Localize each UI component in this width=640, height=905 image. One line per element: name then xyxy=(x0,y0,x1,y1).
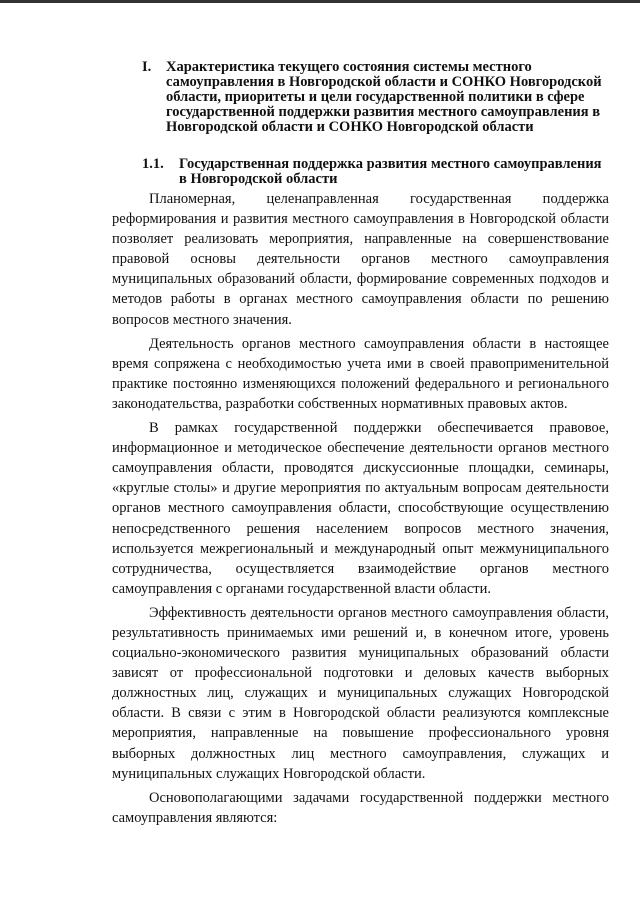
section-title: Характеристика текущего состояния системы местного самоуправления в Новгородской области и СОНКО Новгородской области, приоритеты и цели государственной политики в сфере государственной поддержки развития местного самоуправления в Новгородской области и СОНКО Новгородской области xyxy=(166,59,602,135)
paragraph-4: Эффективность деятельности органов местного самоуправления области, результативность принимаемых ими решений и, в конечном итоге, уровень социально-экономического развития муниципальных образований области зависят от профессиональной подготовки и деловых качеств выборных должностных лиц, служащих и муниципальных служащих Новгородской области. В связи с этим в Новгородской области реализуются комплексные мероприятия, направленные на повышение профессионального уровня выборных должностных лиц местного самоуправления, служащих и муниципальных служащих Новгородской области. xyxy=(112,604,609,782)
paragraph-1: Планомерная, целенаправленная государственная поддержка реформирования и развития местного самоуправления в Новгородской области позволяет реализовать мероприятия, направленные на совершенствование правовой основы деятельности органов местного самоуправления муниципальных образований области, формирование современных подходов и методов работы в органах местного самоуправления области по решению вопросов местного значения. xyxy=(112,191,609,328)
paragraph-3: В рамках государственной поддержки обеспечивается правовое, информационное и методическое обеспечение деятельности органов местного самоуправления области, проводятся дискуссионные площадки, семинары, «круглые столы» и другие мероприятия по актуальным вопросам деятельности органов местного самоуправления области, способствующие осуществлению непосредственного решения населением вопросов местного значения, используется межрегиональный и международный опыт межмуниципального сотрудничества, осуществляется взаимодействие органов местного самоуправления с органами государственной власти области. xyxy=(112,420,609,597)
section-heading xyxy=(142,60,609,135)
section-number: I. xyxy=(142,59,152,75)
subsection-number: 1.1. xyxy=(142,156,164,172)
document-page xyxy=(112,60,609,832)
page-top-edge xyxy=(0,0,640,3)
paragraph-2: Деятельность органов местного самоуправления области в настоящее время сопряжена с необходимостью учета ими в своей правоприменительной практике постоянно изменяющихся положений федерального и регионального законодательства, разработки собственных нормативных правовых актов. xyxy=(112,335,609,412)
subsection-heading xyxy=(142,157,609,187)
paragraph-5: Основополагающими задачами государственной поддержки местного самоуправления являются: xyxy=(112,789,609,826)
subsection-title: Государственная поддержка развития местного самоуправления в Новгородской области xyxy=(179,156,602,187)
